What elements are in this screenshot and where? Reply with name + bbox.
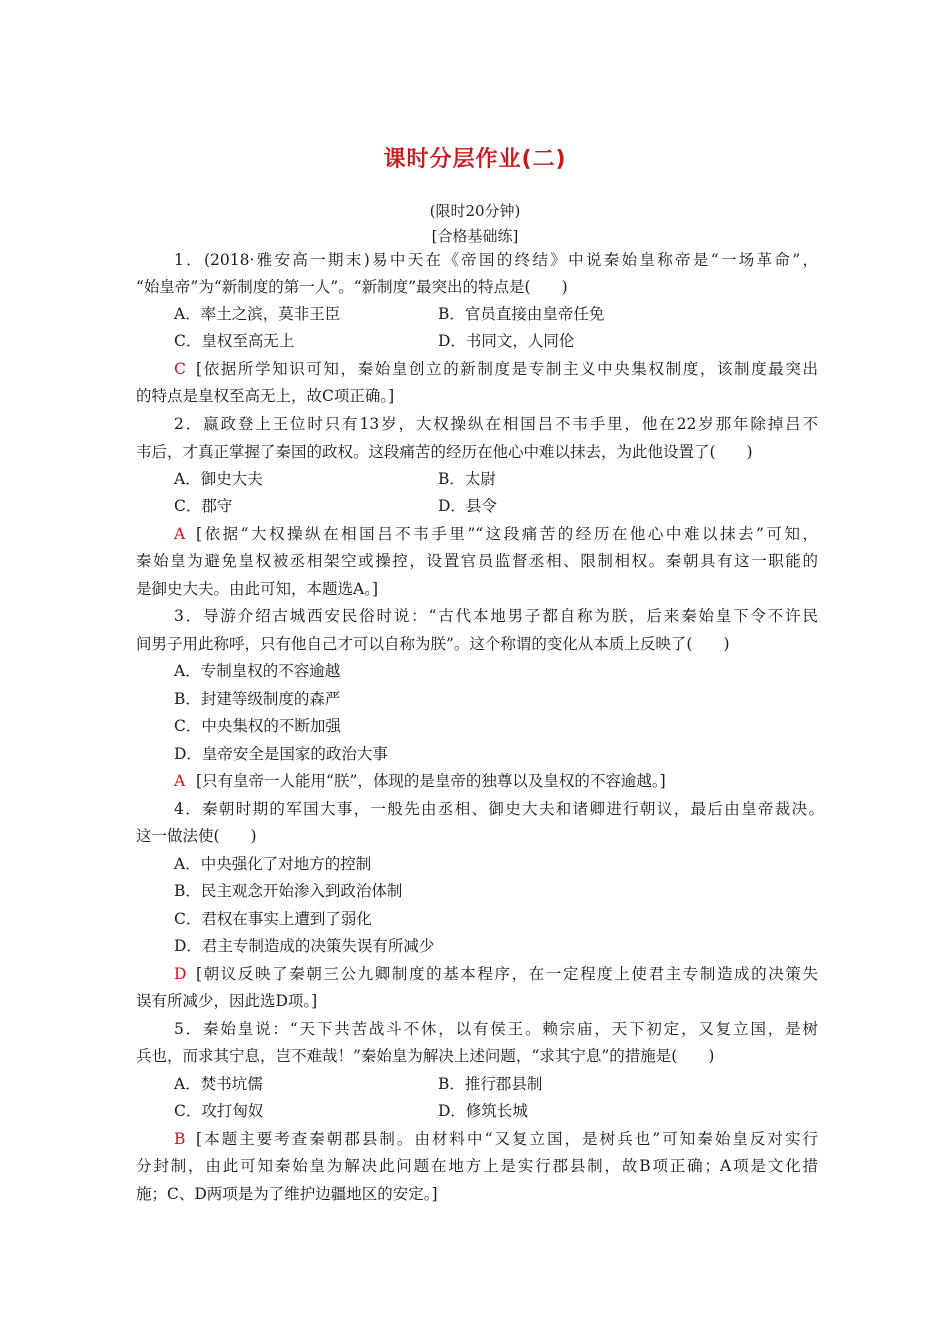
q1-option-a: A．率土之滨，莫非王臣	[174, 305, 341, 323]
q2-explanation-line-3: 是御史大夫。由此可知，本题选A。]	[136, 580, 378, 598]
q3-stem-line-1: 3．导游介绍古城西安民俗时说：“古代本地男子都自称为朕，后来秦始皇下令不许民	[174, 607, 818, 625]
q4-explanation-line-2: 误有所减少，因此选D项。]	[136, 992, 318, 1010]
q5-explanation-line-2: 分封制，由此可知秦始皇为解决此问题在地方上是实行郡县制，故B项正确；A项是文化措	[136, 1157, 818, 1175]
q4-stem-line-1: 4．秦朝时期的军国大事，一般先由丞相、御史大夫和诸卿进行朝议，最后由皇帝裁决。	[174, 800, 824, 818]
q5-option-c: C．攻打匈奴	[174, 1102, 264, 1120]
q2-option-d: D．县令	[438, 497, 497, 515]
q3-option-d: D．皇帝安全是国家的政治大事	[174, 745, 388, 763]
q2-stem-line-1: 2．嬴政登上王位时只有13岁，大权操纵在相国吕不韦手里，他在22岁那年除掉吕不	[174, 415, 818, 433]
q2-explanation-line-1: [依据“大权操纵在相国吕不韦手里”“这段痛苦的经历在他心中难以抹去”可知，	[196, 525, 818, 543]
q5-stem-line-1: 5．秦始皇说：“天下共苦战斗不休，以有侯王。赖宗庙，天下初定，又复立国，是树	[174, 1020, 818, 1038]
q3-stem-line-2: 间男子用此称呼，只有他自己才可以自称为朕”。这个称谓的变化从本质上反映了( )	[136, 635, 730, 653]
q4-option-d: D．君主专制造成的决策失误有所减少	[174, 937, 435, 955]
q4-stem-line-2: 这一做法使( )	[136, 827, 257, 845]
q1-explanation-line-1: [依据所学知识可知，秦始皇创立的新制度是专制主义中央集权制度，该制度最突出	[196, 360, 818, 378]
q5-option-a: A．焚书坑儒	[174, 1075, 263, 1093]
q1-option-b: B．官员直接由皇帝任免	[438, 305, 605, 323]
q1-option-d: D．书同文，人同伦	[438, 332, 575, 350]
q1-answer: C	[174, 360, 186, 378]
page-title: 课时分层作业(二)	[383, 147, 567, 172]
q2-answer: A	[174, 525, 186, 543]
q3-option-b: B．封建等级制度的森严	[174, 690, 341, 708]
q5-stem-line-2: 兵也，而求其宁息，岂不难哉！”秦始皇为解决上述问题，“求其宁息”的措施是( )	[136, 1047, 715, 1065]
q2-option-b: B．太尉	[438, 470, 496, 488]
q2-option-a: A．御史大夫	[174, 470, 263, 488]
q4-option-a: A．中央强化了对地方的控制	[174, 855, 372, 873]
q2-stem-line-2: 韦后，才真正掌握了秦国的政权。这段痛苦的经历在他心中难以抹去，为此他设置了( )	[136, 443, 753, 461]
q4-option-c: C．君权在事实上遭到了弱化	[174, 910, 372, 928]
q5-explanation-line-3: 施；C、D两项是为了维护边疆地区的安定。]	[136, 1185, 438, 1203]
q3-option-a: A．专制皇权的不容逾越	[174, 662, 341, 680]
q1-stem-line-1: 1．(2018·雅安高一期末)易中天在《帝国的终结》中说秦始皇称帝是“一场革命”，	[174, 251, 818, 269]
q1-stem-line-2: “始皇帝”为“新制度的第一人”。“新制度”最突出的特点是( )	[136, 278, 568, 296]
q4-explanation-line-1: [朝议反映了秦朝三公九卿制度的基本程序，在一定程度上使君主专制造成的决策失	[196, 965, 818, 983]
q5-option-d: D．修筑长城	[438, 1102, 528, 1120]
q5-answer: B	[174, 1130, 186, 1148]
q5-option-b: B．推行郡县制	[438, 1075, 543, 1093]
q2-explanation-line-2: 秦始皇为避免皇权被丞相架空或操控，设置官员监督丞相、限制相权。秦朝具有这一职能的	[136, 552, 818, 570]
q3-explanation-line-1: [只有皇帝一人能用“朕”，体现的是皇帝的独尊以及皇权的不容逾越。]	[196, 772, 666, 790]
q5-explanation-line-1: [本题主要考查秦朝郡县制。由材料中“又复立国，是树兵也”可知秦始皇反对实行	[196, 1130, 818, 1148]
q4-option-b: B．民主观念开始渗入到政治体制	[174, 882, 403, 900]
q3-answer: A	[174, 772, 186, 790]
time-limit: (限时20分钟)	[429, 202, 521, 220]
q4-answer: D	[174, 965, 187, 983]
section-heading: [合格基础练]	[431, 227, 519, 245]
q3-option-c: C．中央集权的不断加强	[174, 717, 341, 735]
q1-option-c: C．皇权至高无上	[174, 332, 295, 350]
q2-option-c: C．郡守	[174, 497, 233, 515]
q1-explanation-line-2: 的特点是皇权至高无上，故C项正确。]	[136, 387, 395, 405]
